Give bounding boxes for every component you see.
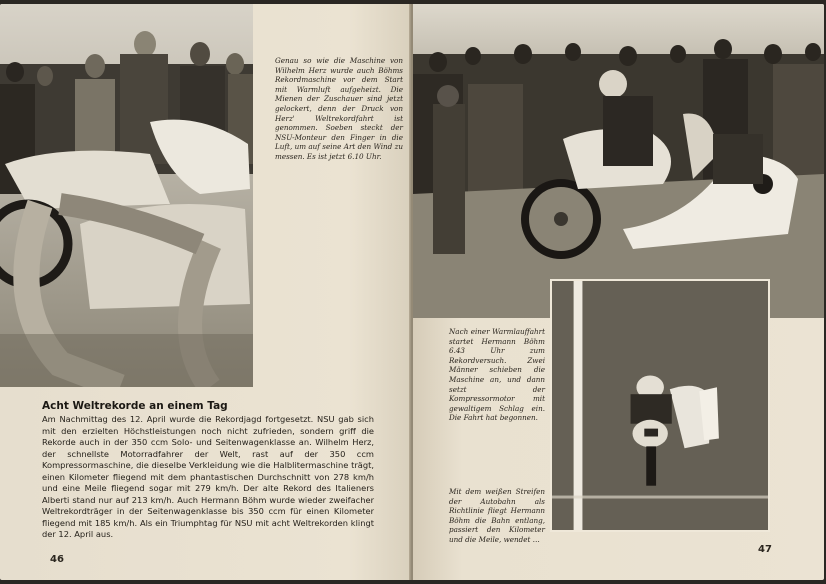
page-number-left: 46: [50, 554, 64, 565]
section-heading: Acht Weltrekorde an einem Tag: [42, 400, 228, 412]
photo-left-image: [0, 4, 253, 387]
sidecar-on-autobahn-photo: [550, 279, 770, 532]
left-page: [0, 4, 411, 580]
right-page: [413, 4, 824, 580]
photo-caption-autobahn: Mit dem weißen Streifen der Autobahn als Richtlinie fliegt Hermann Böhm die Bahn entlang, passiert den Kilometer und die Meile, wendet …: [449, 487, 545, 544]
page-number-right: 47: [758, 544, 772, 555]
photo-caption-start: Nach einer Warmlauffahrt startet Hermann Böhm 6.43 Uhr zum Rekordversuch. Zwei Männer schieben die Maschine an, und dann setzt der Kompressormotor mit gewaltigem Schlag ein. Die Fahrt hat begonnen.: [449, 327, 545, 423]
photo-caption-left: Genau so wie die Maschine von Wilhelm Herz wurde auch Böhms Rekordmaschine vor dem Start mit Warmluft aufgeheizt. Die Mienen der Zuschauer sind jetzt gelockert, denn der Druck von Herz' Weltrekordfahrt ist genommen. Soeben steckt der NSU-Monteur den Finger in die Luft, um auf seine Art den Wind zu messen. Es ist jetzt 6.10 Uhr.: [275, 56, 403, 161]
photo-right-inset-image: [552, 281, 768, 530]
article-body: Am Nachmittag des 12. April wurde die Rekordjagd fortgesetzt. NSU gab sich mit den erzielten Höchstleistungen noch nicht zufrieden, sondern griff die Rekorde auch in der 350 ccm Solo- und Seitenwagenklasse an. Wilhelm Herz, der schnellste Motorradfahrer der Welt, rast auf der 350 ccm Kompressormaschine, die dieselbe Verkleidung wie die Halblitermaschine trägt, einen Kilometer fliegend mit dem phantastischen Durchschnitt von 278 km/h und eine Meile fliegend sogar mit 279 km/h. Der alte Rekord des Italieners Alberti stand nur auf 213 km/h. Auch Hermann Böhm wurde wieder zweifacher Weltrekordträger in der Seitenwagenklasse bis 350 ccm für einen Kilometer fliegend mit 185 km/h. Als ein Triumphtag für NSU mit acht Weltrekorden klingt der 12. April aus.: [42, 414, 374, 539]
pit-team-with-sidecar-fairing-photo: [0, 4, 253, 387]
photo-right-top-image: [413, 4, 824, 318]
sidecar-start-crowd-photo: [413, 4, 824, 318]
